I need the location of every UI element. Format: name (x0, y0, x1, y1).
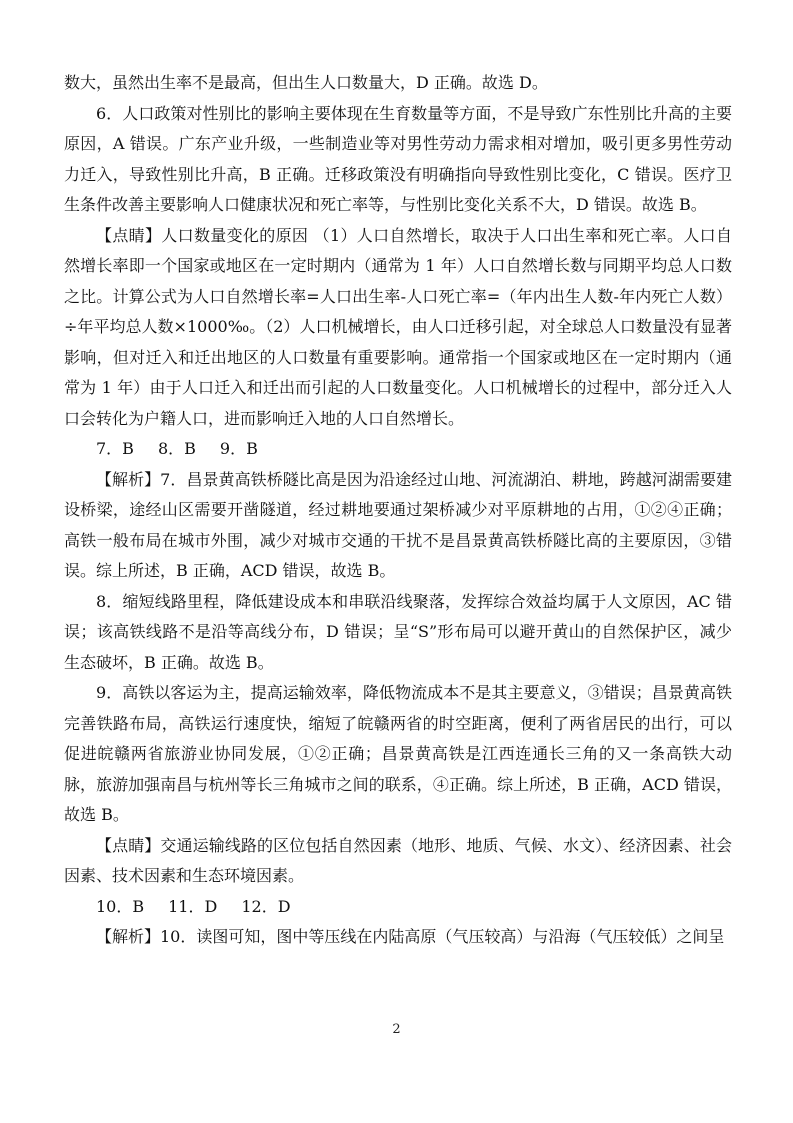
answer-10: 10．B (96, 896, 145, 916)
answer-8: 8．B (157, 439, 196, 458)
paragraph-question-6: 6．人口政策对性别比的影响主要体现在生育数量等方面，不是导致广东性别比升高的主要原因，A 错误。广东产业升级，一些制造业等对男性劳动力需求相对增加，吸引更多男性劳动力迁入，导致性别比升高，B 正确。迁移政策没有明确指向导致性别比变化，C 错误。医疗卫生条件改善主要影响人口健康状况和死亡率等，与性别比变化关系不大，D 错误。故选 B。 (64, 103, 732, 214)
answer-11: 11．D (168, 896, 218, 916)
paragraph-analysis-10: 【解析】10．读图可知，图中等压线在内陆高原（气压较高）与沿海（气压较低）之间呈 (96, 927, 725, 946)
paragraph-analysis-9: 9．高铁以客运为主，提高运输效率，降低物流成本不是其主要意义，③错误；昌景黄高铁完善铁路布局，高铁运行速度快，缩短了皖赣两省的时空距离，便利了两省居民的出行，可以促进皖赣两省旅游业协同发展，①②正确；昌景黄高铁是江西连通长三角的又一条高铁大动脉，旅游加强南昌与杭州等长三角城市之间的联系，④正确。综上所述，B 正确，ACD 错误，故选 B。 (64, 683, 732, 824)
answer-7: 7．B (96, 439, 134, 458)
answer-12: 12．D (241, 896, 291, 916)
paragraph-analysis-8: 8．缩短线路里程，降低建设成本和串联沿线聚落，发挥综合效益均属于人文原因，AC 错误；该高铁线路不是沿等高线分布，D 错误；呈“S”形布局可以避开黄山的自然保护区，减少生态破坏，B 正确。故选 B。 (64, 591, 732, 672)
paragraph-tip-transport: 【点睛】交通运输线路的区位包括自然因素（地形、地质、气候、水文）、经济因素、社会因素、技术因素和生态环境因素。 (64, 835, 732, 885)
paragraph-continuation: 数大，虽然出生率不是最高，但出生人口数量大，D 正确。故选 D。 (64, 73, 548, 92)
paragraph-analysis-7: 【解析】7．昌景黄高铁桥隧比高是因为沿途经过山地、河流湖泊、耕地，跨越河湖需要建设桥梁，途经山区需要开凿隧道，经过耕地要通过架桥减少对平原耕地的占用，①②④正确；高铁一般布局在城市外围，减少对城市交通的干扰不是昌景黄高铁桥隧比高的主要原因，③错误。综上所述，B 正确，ACD 错误，故选 B。 (64, 469, 732, 580)
answer-9: 9．B (219, 439, 258, 458)
answer-line-10-12 (64, 892, 732, 923)
document-body (64, 68, 732, 953)
paragraph-tip-population: 【点睛】人口数量变化的原因 （1）人口自然增长，取决于人口出生率和死亡率。人口自然增长率即一个国家或地区在一定时期内（通常为 1 年）人口自然增长数与同期平均总人口数之比。计算公式为人口自然增长率=人口出生率-人口死亡率=（年内出生人数-年内死亡人数）÷年平均总人数×1000‰。（2）人口机械增长，由人口迁移引起，对全球总人口数量没有显著影响，但对迁入和迁出地区的人口数量有重要影响。通常指一个国家或地区在一定时期内（通常为 1 年）由于人口迁入和迁出而引起的人口数量变化。人口机械增长的过程中，部分迁入人口会转化为户籍人口，进而影响迁入地的人口自然增长。 (64, 225, 732, 428)
page-number: 2 (392, 1022, 401, 1037)
answer-line-7-9 (64, 434, 732, 465)
